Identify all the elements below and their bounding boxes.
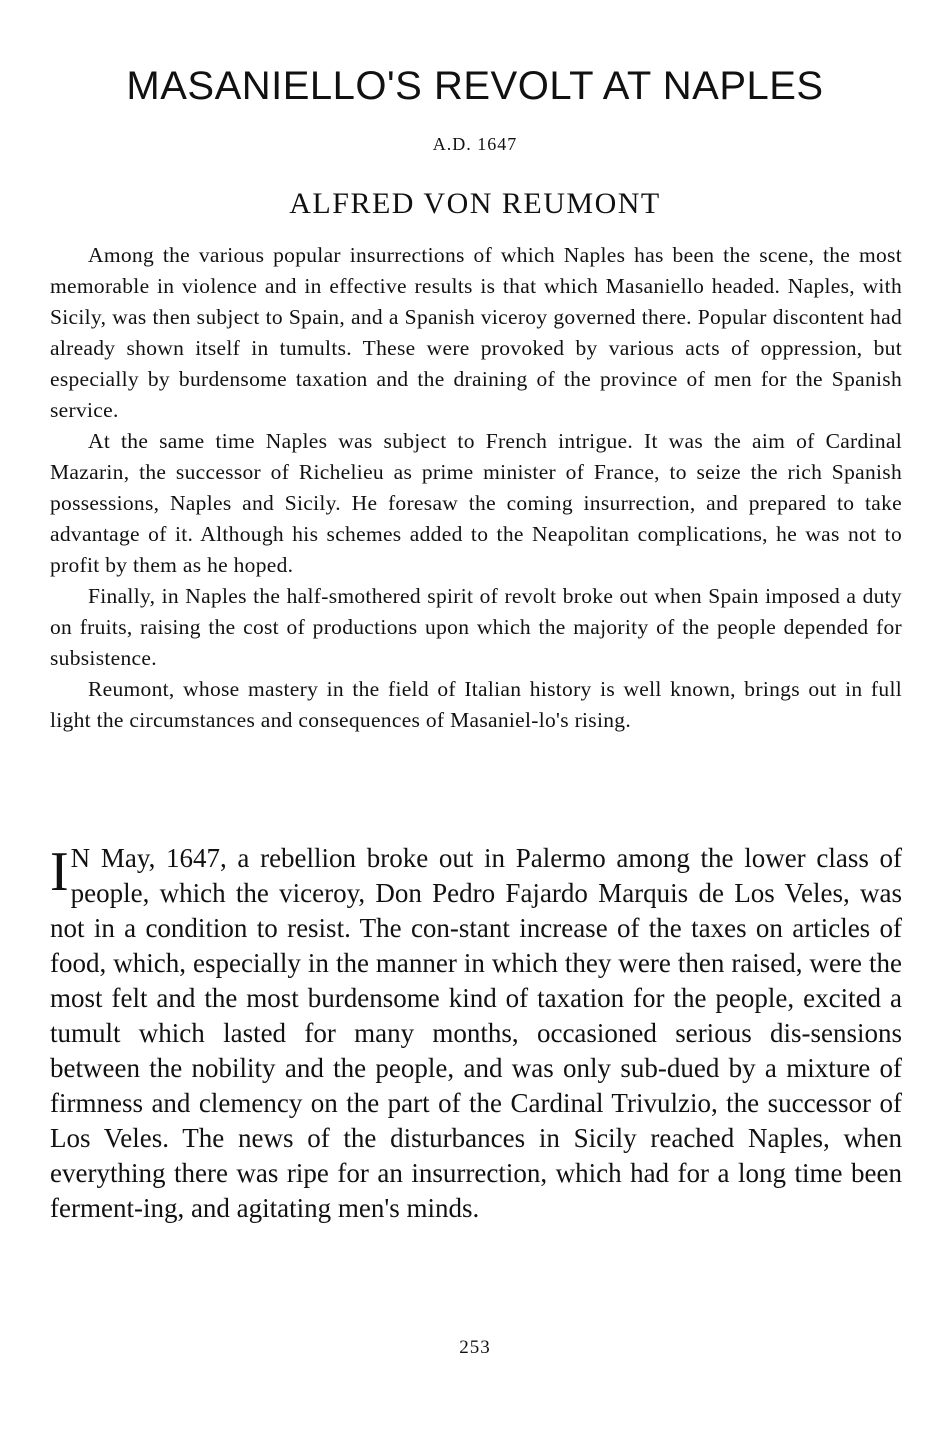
page-number: 253 <box>459 1337 491 1358</box>
chapter-title: MASANIELLO'S REVOLT AT NAPLES <box>126 64 824 108</box>
intro-paragraph: Among the various popular insurrections of which Naples has been the scene, the most memorable in violence and in effective results is that which Masaniello headed. Naples, with Sicily, was then subject to Spain, and a Spanish viceroy governed there. Popular discontent had already shown itself in tumults. These were provoked by various acts of oppression, but especially by burdensome taxation and the draining of the province of men for the Spanish service. <box>50 243 902 422</box>
intro-paragraph: At the same time Naples was subject to French intrigue. It was the aim of Cardinal Mazarin, the successor of Richelieu as prime minister of France, to seize the rich Spanish possessions, Naples and Sicily. He foresaw the coming insurrection, and prepared to take advantage of it. Although his schemes added to the Neapolitan complications, he was not to profit by them as he hoped. <box>50 429 902 577</box>
intro-paragraph: Reumont, whose mastery in the field of Italian history is well known, brings out in full light the circumstances and consequences of Masaniel-lo's rising. <box>50 677 902 732</box>
main-paragraph-text: N May, 1647, a rebellion broke out in Palermo among the lower class of people, which the viceroy, Don Pedro Fajardo Marquis de Los Veles, was not in a condition to resist. The con-stant increase of the taxes on articles of food, which, especially in the manner in which they were then raised, were the most felt and the most burdensome kind of taxation for the people, excited a tumult which lasted for many months, occasioned serious dis-sensions between the nobility and the people, and was only sub-dued by a mixture of firmness and clemency on the part of the Cardinal Trivulzio, the successor of Los Veles. The news of the disturbances in Sicily reached Naples, when everything there was ripe for an insurrection, which had for a long time been ferment-ing, and agitating men's minds. <box>50 843 902 1223</box>
editorial-introduction <box>50 240 902 736</box>
drop-cap: I <box>50 841 69 903</box>
chapter-date: A.D. 1647 <box>432 134 518 154</box>
main-paragraph <box>50 841 902 1226</box>
main-text <box>50 841 902 1226</box>
chapter-author: ALFRED VON REUMONT <box>289 187 661 220</box>
intro-paragraph: Finally, in Naples the half-smothered spirit of revolt broke out when Spain imposed a duty on fruits, raising the cost of productions upon which the majority of the people depended for subsistence. <box>50 584 902 670</box>
